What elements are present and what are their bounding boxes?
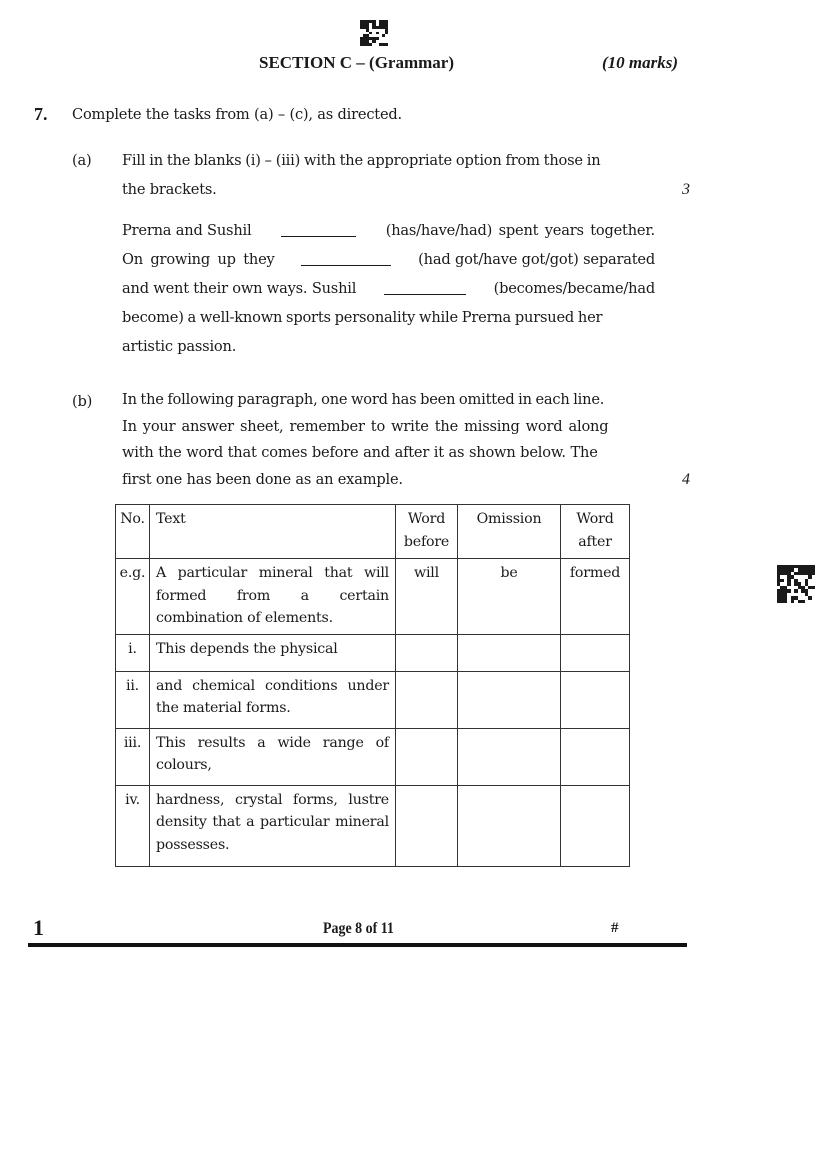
row-omission[interactable] — [458, 785, 561, 866]
row-omission: be — [458, 559, 561, 635]
footer-hash: # — [611, 920, 619, 936]
row-word-before[interactable] — [396, 671, 458, 728]
row-text: A particular mineral that will formed from a certain combination of elements. — [150, 559, 396, 635]
row-word-after[interactable] — [561, 728, 630, 785]
part-a-instruction-line2: the brackets. — [122, 181, 217, 198]
passage-line-5: artistic passion. — [122, 338, 237, 355]
blank-ii[interactable] — [301, 253, 391, 266]
row-omission[interactable] — [458, 728, 561, 785]
row-text: hardness, crystal forms, lustre density that a particular mineral possesses. — [150, 785, 396, 866]
table-row — [116, 634, 630, 671]
row-word-after[interactable] — [561, 634, 630, 671]
footer-rule — [28, 943, 687, 947]
header-omission: Omission — [458, 505, 561, 559]
row-number: iii. — [116, 728, 150, 785]
question-number: 7. — [34, 104, 48, 124]
row-number: iv. — [116, 785, 150, 866]
row-text: This results a wide range of colours, — [150, 728, 396, 785]
row-number: e.g. — [116, 559, 150, 635]
passage-line-3: and went their own ways. Sushil (becomes/became/had — [122, 280, 655, 297]
row-word-after[interactable] — [561, 671, 630, 728]
part-a-label: (a) — [72, 152, 92, 169]
part-a-instruction-line1: Fill in the blanks (i) – (iii) with the appropriate option from those in — [122, 152, 601, 169]
table-row — [116, 559, 630, 635]
row-omission[interactable] — [458, 671, 561, 728]
passage-line-1: Prerna and Sushil (has/have/had) spent years together. — [122, 222, 655, 239]
row-text: This depends the physical — [150, 634, 396, 671]
section-title: SECTION C – (Grammar) — [259, 53, 455, 72]
header-word-after: Word after — [561, 505, 630, 559]
row-word-after[interactable] — [561, 785, 630, 866]
section-marks: (10 marks) — [602, 53, 679, 72]
footer-left-number: 1 — [33, 915, 44, 940]
part-b-marks: 4 — [682, 471, 690, 488]
blank-iii[interactable] — [384, 282, 466, 295]
part-a-marks: 3 — [682, 181, 690, 198]
page-number: Page 8 of 11 — [323, 920, 394, 937]
part-a-instruction — [122, 146, 655, 204]
row-word-after: formed — [561, 559, 630, 635]
row-word-before[interactable] — [396, 634, 458, 671]
part-b-instruction-line2: In your answer sheet, remember to write the missing word along — [122, 417, 609, 435]
passage-line-4: become) a well-known sports personality while Prerna pursued her — [122, 309, 603, 326]
row-omission[interactable] — [458, 634, 561, 671]
part-b-instruction-line4: first one has been done as an example. — [122, 470, 403, 488]
header-text: Text — [150, 505, 396, 559]
passage-line-2: On growing up they (had got/have got/got) separated — [122, 251, 655, 268]
row-number: ii. — [116, 671, 150, 728]
part-b-instruction-line1: In the following paragraph, one word has been omitted in each line. — [122, 391, 605, 408]
header-word-before: Word before — [396, 505, 458, 559]
question-instruction: Complete the tasks from (a) – (c), as directed. — [72, 106, 402, 123]
table-header-row — [116, 505, 630, 559]
table-row — [116, 785, 630, 866]
omission-table — [115, 504, 630, 867]
row-number: i. — [116, 634, 150, 671]
top-qr-code-icon — [360, 20, 388, 46]
part-b-instruction-line3: with the word that comes before and after it as shown below. The — [122, 444, 598, 461]
side-qr-code-icon — [777, 565, 815, 603]
row-word-before[interactable] — [396, 785, 458, 866]
table-row — [116, 728, 630, 785]
blank-i[interactable] — [281, 224, 356, 237]
part-b-label: (b) — [72, 393, 93, 410]
header-no: No. — [116, 505, 150, 559]
part-b-instruction — [122, 387, 655, 493]
row-word-before[interactable] — [396, 728, 458, 785]
row-word-before: will — [396, 559, 458, 635]
row-text: and chemical conditions under the material forms. — [150, 671, 396, 728]
table-row — [116, 671, 630, 728]
fill-blanks-passage — [122, 216, 655, 361]
